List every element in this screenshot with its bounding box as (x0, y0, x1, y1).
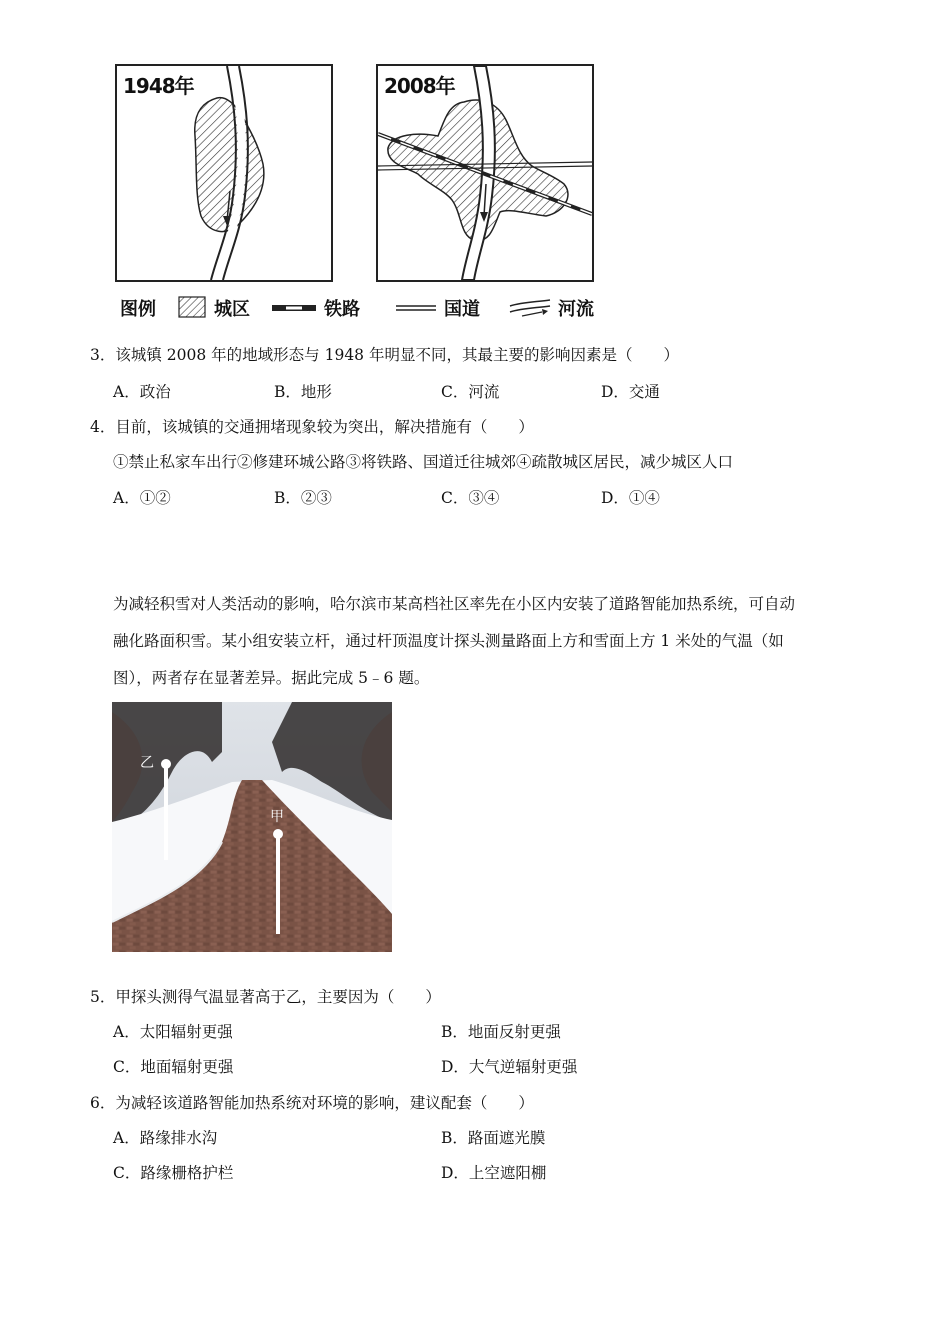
map-legend (120, 292, 610, 322)
passage-line-3: 图），两者存在显著差异。据此完成 5﹣6 题。 (113, 669, 430, 687)
passage-line-1: 为减轻积雪对人类活动的影响，哈尔滨市某高档社区率先在小区内安装了道路智能加热系统，可自动 (113, 595, 796, 613)
q5-option-a: A．太阳辐射更强 (113, 1023, 233, 1041)
q3-option-b: B．地形 (274, 383, 332, 401)
q4-option-c: C．③④ (441, 489, 500, 507)
legend-rail-label: 铁路 (324, 299, 360, 320)
q3-stem: 3．该城镇 2008 年的地域形态与 1948 年明显不同，其最主要的影响因素是（ ） (90, 346, 679, 364)
probe-yi-label: 乙 (140, 755, 154, 771)
legend-river-label: 河流 (558, 299, 594, 320)
legend-rail-swatch (272, 304, 316, 312)
q4-option-b: B．②③ (274, 489, 332, 507)
q6-option-b: B．路面遮光膜 (441, 1129, 546, 1147)
map-2008 (376, 64, 594, 282)
q5-stem: 5．甲探头测得气温显著高于乙，主要因为（ ） (90, 988, 441, 1006)
legend-road-label: 国道 (444, 299, 480, 320)
q3-option-c: C．河流 (441, 383, 500, 401)
legend-city-swatch (178, 296, 206, 318)
legend-city-label: 城区 (214, 299, 250, 320)
q6-option-c: C．路缘栅格护栏 (113, 1164, 234, 1182)
q4-stem: 4．目前，该城镇的交通拥堵现象较为突出，解决措施有（ ） (90, 418, 534, 436)
q5-option-b: B．地面反射更强 (441, 1023, 561, 1041)
q6-option-a: A．路缘排水沟 (113, 1129, 218, 1147)
legend-label: 图例 (120, 299, 156, 320)
snow-road-photo (112, 702, 392, 952)
snow-road-drawing (112, 702, 392, 952)
q6-option-d: D．上空遮阳棚 (441, 1164, 547, 1182)
map-1948 (115, 64, 333, 282)
map-2008-title: 2008年 (384, 74, 455, 98)
legend-river-swatch (508, 298, 552, 318)
q3-option-d: D．交通 (601, 383, 660, 401)
q5-option-c: C．地面辐射更强 (113, 1058, 234, 1076)
legend-road-swatch (396, 304, 436, 312)
map-1948-title: 1948年 (123, 74, 194, 98)
q4-measures: ①禁止私家车出行②修建环城公路③将铁路、国道迁往城郊④疏散城区居民，减少城区人口 (113, 453, 734, 471)
q4-option-a: A．①② (113, 489, 171, 507)
probe-jia-label: 甲 (270, 809, 284, 825)
passage-line-2: 融化路面积雪。某小组安装立杆，通过杆顶温度计探头测量路面上方和雪面上方 1 米处的气温（如 (113, 632, 784, 650)
q4-option-d: D．①④ (601, 489, 660, 507)
q3-option-a: A．政治 (113, 383, 171, 401)
q5-option-d: D．大气逆辐射更强 (441, 1058, 578, 1076)
q6-stem: 6．为减轻该道路智能加热系统对环境的影响，建议配套（ ） (90, 1094, 534, 1112)
